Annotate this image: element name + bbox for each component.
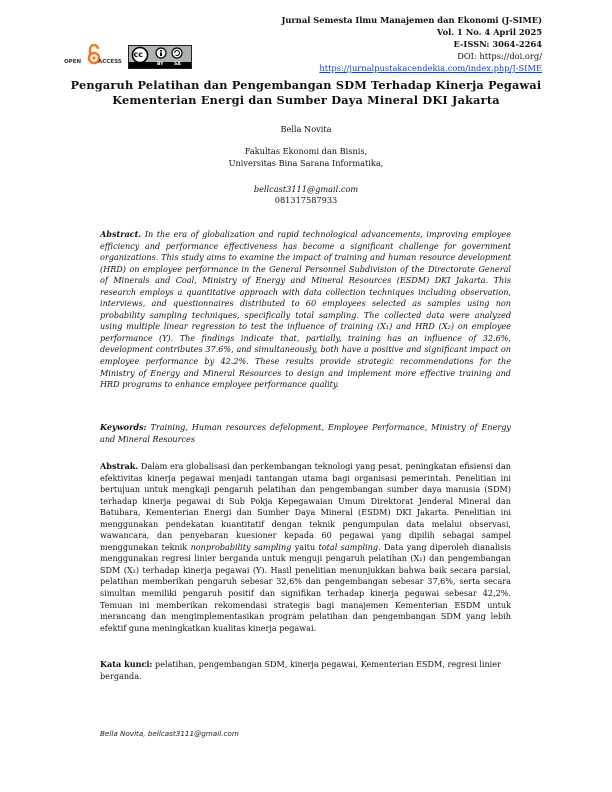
abstract-en [100,229,511,391]
abstrak-id-italic-1: nonprobability sampling [190,541,292,552]
katakunci-id-text: pelatihan, pengembangan SDM, kinerja pegawai, Kementerian ESDM, regresi linier berganda. [100,659,501,681]
title-line-1: Pengaruh Pelatihan dan Pengembangan SDM Terhadap Kinerja Pegawai [70,78,542,92]
article-title [60,78,552,108]
affiliation-faculty: Fakultas Ekonomi dan Bisnis, [244,146,368,156]
abstract-en-text: In the era of globalization and rapid technological advancements, improving employee efficiency and performance effectiveness has become a significant challenge for government organizations. This study aims to examine the impact of training and human resource development (HRD) on employee performance in the General Personnel Subdivision of the Directorate General of Minerals and Coal, Ministry of Energy and Mineral Resources (ESDM) DKI Jakarta. This research employs a quantitative approach with data collection techniques including observation, interviews, and questionnaires distributed to 60 employees selected as samples using non probability sampling techniques, specifically total sampling. The collected data were analyzed using multiple linear regression to test the influence of training (X₁) and HRD (X₂) on employee performance (Y). The findings indicate that, partially, training has an influence of 32.6%, development contributes 37.6%, and simultaneously, both have a positive and significant impact on employee performance by 42.2%. These results provide strategic recommendations for the Ministry of Energy and Mineral Resources to design and implement more effective training and HRD programs to enhance employee performance quality. [100,229,511,390]
journal-volume: Vol. 1 No. 4 April 2025 [436,27,542,37]
open-access-label-right: ACCESS [98,59,122,65]
journal-name: Jurnal Semesta Ilmu Manajemen dan Ekonomi (J-SIME) [281,15,542,25]
author-email[interactable]: bellcast3111@gmail.com [253,184,359,194]
journal-issn: E-ISSN: 3064-2264 [453,39,542,49]
title-line-2: Kementerian Energi dan Sumber Daya Mineral DKI Jakarta [112,93,500,107]
katakunci-id [100,659,511,682]
cc-label: cc [133,49,143,59]
katakunci-id-label: Kata kunci: [100,659,153,669]
abstrak-id-italic-2: total sampling [318,541,379,552]
abstrak-id-text-3: . Data yang diperoleh dianalisis menggunakan regresi linier berganda untuk menguji pengaruh pelatihan (X₁) dan pengembangan SDM (X₂) terhadap kinerja pegawai (Y). Hasil penelitian menunjukkan bahwa baik secara parsial, pelatihan memberikan pengaruh sebesar 32,6% dan pengembangan sebesar 37,6%, serta secara simultan memiliki pengaruh positif dan signifikan terhadap kinerja pegawai sebesar 42,2%. Temuan ini memberikan rekomendasi strategis bagi manajemen Kementerian ESDM untuk merancang dan mengimplementasikan program pelatihan dan pengembangan SDM yang lebih efektif guna meningkatkan kualitas kinerja pegawai. [100,541,512,633]
journal-header [281,14,542,74]
abstrak-id-text-1: Dalam era globalisasi dan perkembangan teknologi yang pesat, peningkatan efisiensi dan efektivitas kinerja pegawai menjadi tantangan utama bagi organisasi pemerintah. Penelitian ini bertujuan untuk mengkaji pengaruh pelatihan dan pengembangan sumber daya manusia (SDM) terhadap kinerja pegawai di Sub Pokja Kepegawaian Umum Direktorat Jenderal Mineral dan Batubara, Kementerian Energi dan Sumber Daya Mineral (ESDM) DKI Jakarta. Penelitian ini menggunakan pendekatan kuantitatif dengan teknik pengumpulan data melalui observasi, wawancara, dan penyebaran kuesioner kepada 60 pegawai yang dipilih sebagai sampel menggunakan teknik [100,461,511,552]
journal-url-link[interactable]: https://jurnalpustakacendekia.com/index.php/J-SIME [319,63,542,73]
author-name: Bella Novita [280,124,332,134]
open-access-label-left: OPEN [64,59,82,65]
abstract-en-label: Abstract. [100,229,142,239]
open-access-logo [64,44,124,72]
keywords-en-label: Keywords: [100,422,147,432]
page-footer: Bella Novita, bellcast3111@gmail.com [100,729,239,738]
abstrak-id-label: Abstrak. [100,461,139,471]
cc-license-badge[interactable] [128,45,192,69]
open-access-icon [64,44,124,72]
journal-doi[interactable]: DOI: https://doi.org/ [457,51,542,61]
affiliation-university: Universitas Bina Sarana Informatika, [228,158,384,168]
abstrak-id-text-2: yaitu [291,541,319,552]
sa-label: SA [174,61,181,67]
by-label: BY [157,61,164,67]
author-phone: 081317587933 [274,195,338,205]
keywords-en-text: Training, Human resources defelopment, Employee Performance, Ministry of Energy and Mineral Resources [100,422,511,444]
keywords-en [100,422,511,445]
abstrak-id [100,461,511,634]
